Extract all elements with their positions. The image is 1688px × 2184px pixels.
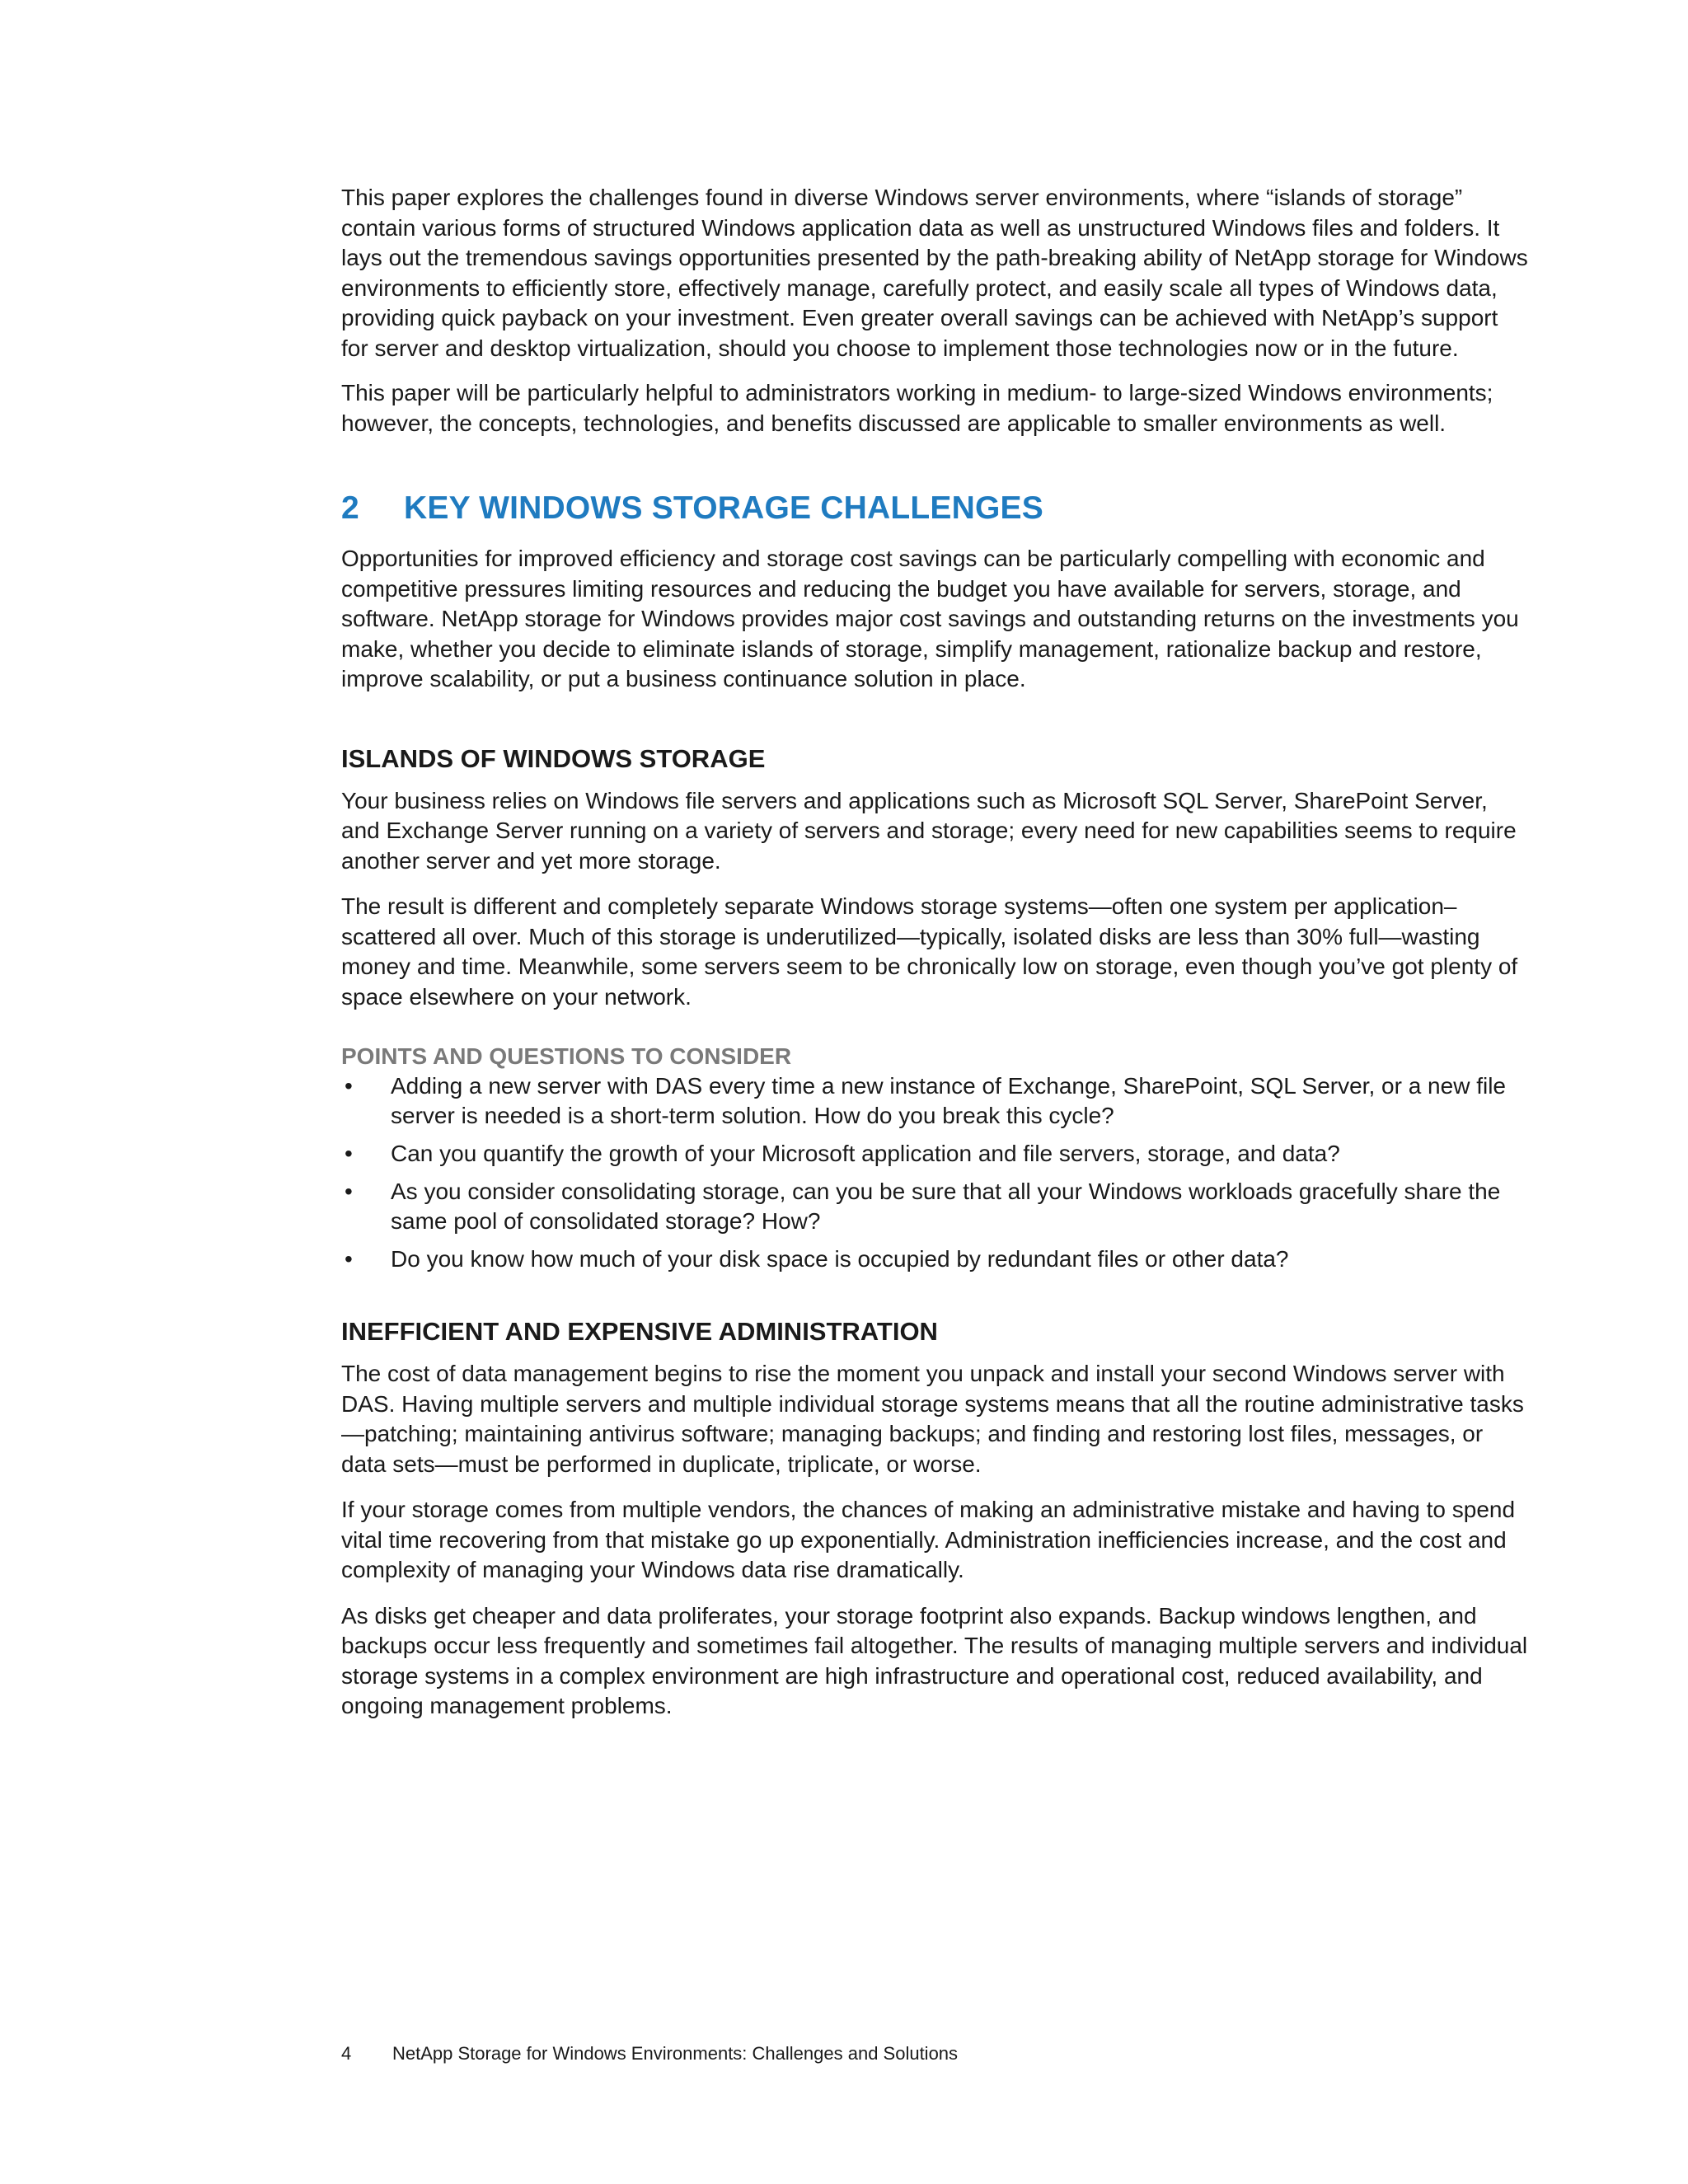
section-title: KEY WINDOWS STORAGE CHALLENGES xyxy=(404,490,1043,526)
page-number: 4 xyxy=(341,2043,352,2064)
bullet-icon: • xyxy=(345,1141,353,1166)
points-list xyxy=(341,1071,1528,1274)
page-footer xyxy=(341,2042,958,2065)
list-item: • Do you know how much of your disk space is occupied by redundant files or other data? xyxy=(341,1244,1528,1274)
subheading-admin: INEFFICIENT AND EXPENSIVE ADMINISTRATION xyxy=(341,1317,938,1346)
bullet-icon: • xyxy=(345,1073,353,1099)
list-item: • Can you quantify the growth of your Microsoft application and file servers, storage, and data? xyxy=(341,1139,1528,1169)
intro-paragraph-2: This paper will be particularly helpful to administrators working in medium- to large-sized Windows environments; however, the concepts, technologies, and benefits discussed are applicable to smaller environments as well. xyxy=(341,380,1493,436)
admin-paragraph-3: As disks get cheaper and data proliferates, your storage footprint also expands. Backup windows lengthen, and backups occur less frequently and sometimes fail altogether. The results of managing multiple servers and individual storage systems in a complex environment are high infrastructure and operational cost, reduced availability, and ongoing management problems. xyxy=(341,1602,1528,1718)
list-item: • Adding a new server with DAS every time a new instance of Exchange, SharePoint, SQL Server, or a new file server is needed is a short-term solution. How do you break this cycle? xyxy=(345,1073,1506,1128)
intro-paragraph-1: This paper explores the challenges found in diverse Windows server environments, where “islands of storage” contain various forms of structured Windows application data as well as unstructured Windows files and folders. It lays out the tremendous savings opportunities presented by the path-breaking ability of NetApp storage for Windows environments to efficiently store, effectively manage, carefully protect, and easily scale all types of Windows data, providing quick payback on your investment. Even greater overall savings can be achieved with NetApp’s support for server and desktop virtualization, should you choose to implement those technologies now or in the future. xyxy=(341,185,1528,361)
islands-paragraph-1: Your business relies on Windows file servers and applications such as Microsoft SQL Server, SharePoint Server, and Exchange Server running on a variety of servers and storage; every need for new capabilities seems to require another server and yet more storage. xyxy=(341,787,1517,874)
subheading-islands: ISLANDS OF WINDOWS STORAGE xyxy=(341,743,766,773)
section-heading-key-challenges xyxy=(341,488,1528,529)
bullet-icon: • xyxy=(345,1179,353,1204)
section-number: 2 xyxy=(341,490,359,526)
admin-paragraph-2: If your storage comes from multiple vendors, the chances of making an administrative mistake and having to spend vital time recovering from that mistake go up exponentially. Administration inefficiencies increase, and the cost and complexity of managing your Windows data rise dramatically. xyxy=(341,1497,1516,1582)
section-paragraph-1: Opportunities for improved efficiency and storage cost savings can be particularly compelling with economic and competitive pressures limiting resources and reducing the budget you have available for servers, storage, and software. NetApp storage for Windows provides major cost savings and outstanding returns on the investments you make, whether you decide to eliminate islands of storage, simplify management, rationalize backup and restore, improve scalability, or put a business continuance solution in place. xyxy=(341,546,1519,691)
islands-paragraph-2: The result is different and completely separate Windows storage systems—often one system per application–scattered all over. Much of this storage is underutilized—typically, isolated disks are less than 30% full—wasting money and time. Meanwhile, some servers seem to be chronically low on storage, even though you’ve got plenty of space elsewhere on your network. xyxy=(341,893,1518,1010)
admin-paragraph-1: The cost of data management begins to rise the moment you unpack and install your second Windows server with DAS. Having multiple servers and multiple individual storage systems means that all the routine administrative tasks—patching; maintaining antivirus software; managing backups; and finding and restoring lost files, messages, or data sets—must be performed in duplicate, triplicate, or worse. xyxy=(341,1361,1524,1477)
document-body xyxy=(341,183,1528,1722)
points-heading: POINTS AND QUESTIONS TO CONSIDER xyxy=(341,1043,792,1069)
list-item: • As you consider consolidating storage, can you be sure that all your Windows workloads gracefully share the same pool of consolidated storage? How? xyxy=(345,1179,1501,1234)
bullet-icon: • xyxy=(345,1246,353,1272)
footer-title: NetApp Storage for Windows Environments: Challenges and Solutions xyxy=(392,2043,959,2064)
